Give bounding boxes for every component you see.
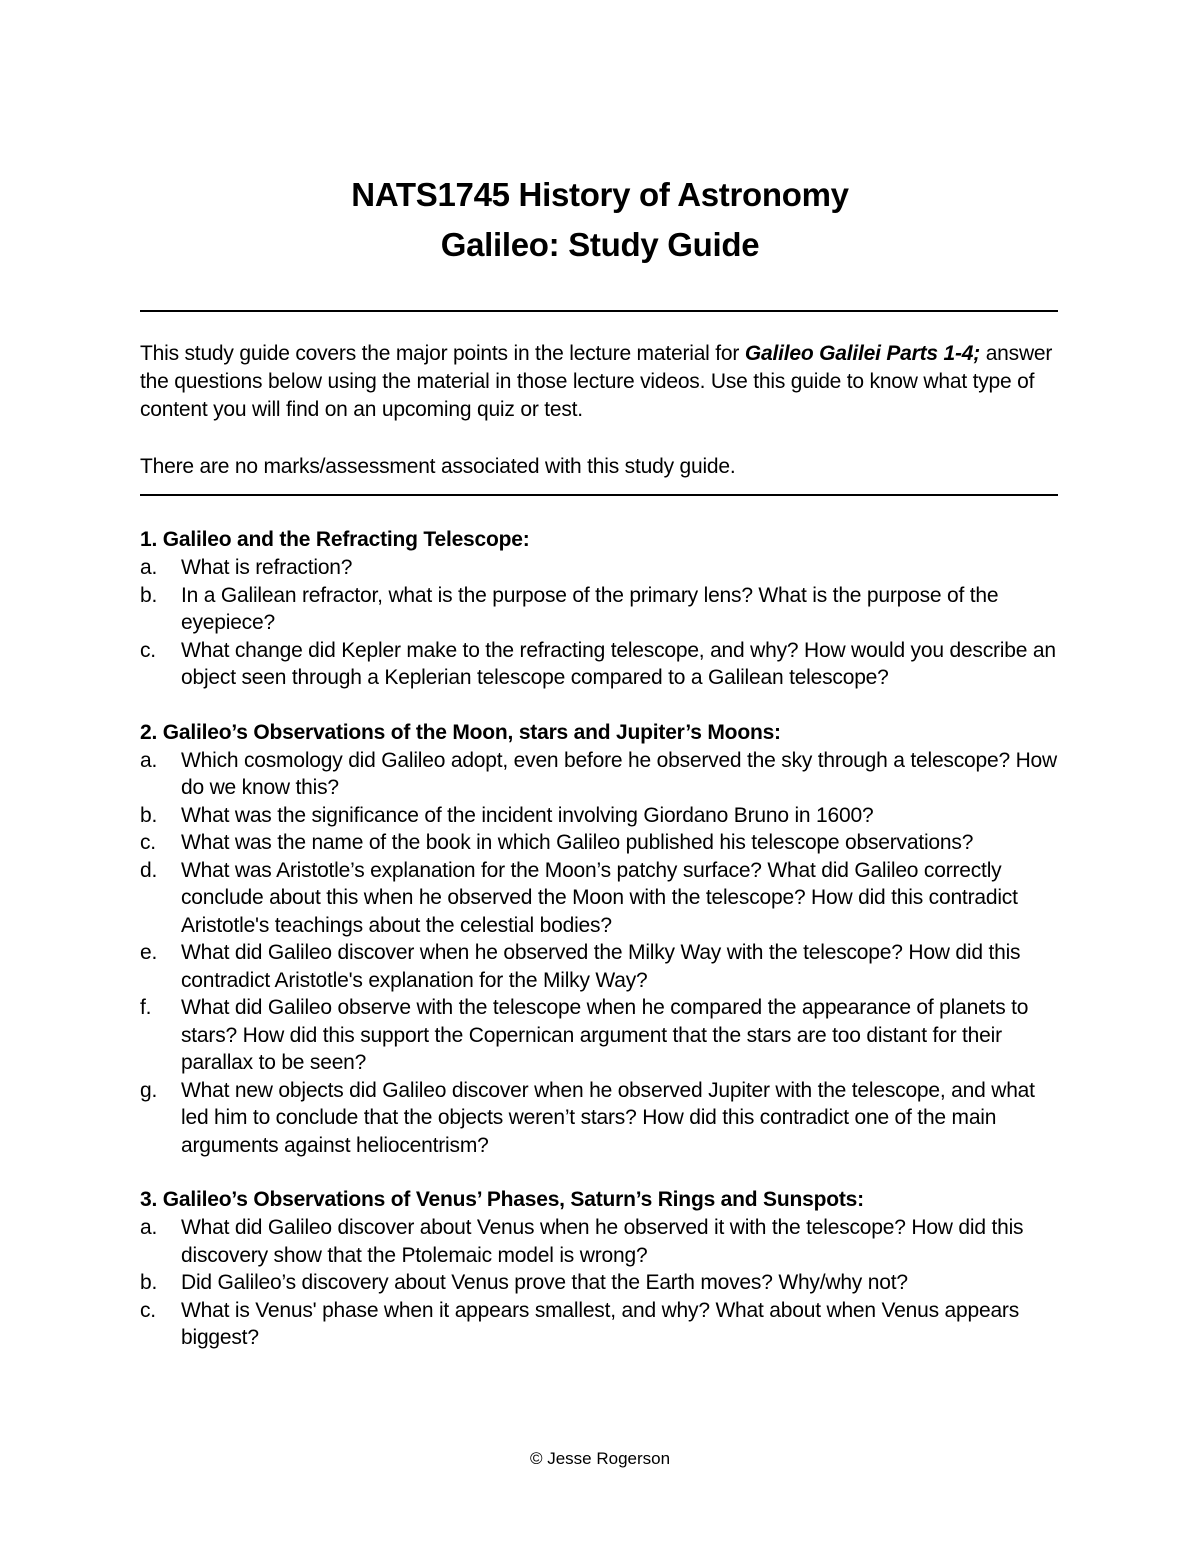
question-letter: e. bbox=[140, 941, 158, 964]
question-list bbox=[140, 1214, 1060, 1352]
copyright-footer: © Jesse Rogerson bbox=[529, 1449, 671, 1468]
question-letter: c. bbox=[140, 831, 156, 854]
intro-text-end: answer the questions below using the material in those lecture videos. Use this guide to know what type of content you will find on an upcoming quiz or test. bbox=[140, 342, 1053, 421]
question-text: What new objects did Galileo discover when he observed Jupiter with the telescope, and what led him to conclude that the objects weren’t stars? How did this contradict one of the main arguments against heliocentrism? bbox=[181, 1078, 1035, 1157]
question-text: Which cosmology did Galileo adopt, even before he observed the sky through a telescope? How do we know this? bbox=[181, 748, 1057, 799]
question-text: Did Galileo’s discovery about Venus prove that the Earth moves? Why/why not? bbox=[181, 1271, 908, 1294]
question-list bbox=[140, 554, 1060, 692]
question-letter: a. bbox=[140, 556, 158, 579]
question-letter: f. bbox=[140, 996, 152, 1019]
intro-paragraph bbox=[140, 340, 1060, 424]
question-item bbox=[140, 1214, 1060, 1269]
question-item bbox=[140, 554, 1060, 582]
question-letter: b. bbox=[140, 803, 158, 827]
bottom-divider bbox=[140, 494, 1058, 496]
question-letter: g. bbox=[140, 1078, 158, 1102]
question-section bbox=[140, 1186, 1060, 1352]
question-letter: c. bbox=[140, 1298, 156, 1322]
question-letter: a. bbox=[140, 748, 158, 772]
question-section bbox=[140, 719, 1060, 1160]
title-block bbox=[140, 170, 1060, 270]
question-item bbox=[140, 857, 1060, 940]
assessment-notice: There are no marks/assessment associated with this study guide. bbox=[140, 455, 736, 478]
intro-text-start: This study guide covers the major points in the lecture material for bbox=[140, 342, 745, 365]
question-text: In a Galilean refractor, what is the purpose of the primary lens? What is the purpose of the eyepiece? bbox=[181, 583, 999, 634]
question-item bbox=[140, 994, 1060, 1077]
guide-title: Galileo: Study Guide bbox=[440, 226, 760, 263]
question-text: What is Venus' phase when it appears smallest, and why? What about when Venus appears biggest? bbox=[181, 1298, 1020, 1349]
section-heading: 1. Galileo and the Refracting Telescope: bbox=[140, 528, 530, 551]
question-item bbox=[140, 747, 1060, 802]
question-text: What is refraction? bbox=[181, 556, 353, 579]
question-item bbox=[140, 1077, 1060, 1160]
question-item bbox=[140, 1297, 1060, 1352]
question-letter: b. bbox=[140, 1271, 158, 1294]
section-heading: 3. Galileo’s Observations of Venus’ Phases, Saturn’s Rings and Sunspots: bbox=[140, 1188, 864, 1211]
question-section bbox=[140, 526, 1060, 692]
question-text: What did Galileo discover when he observed the Milky Way with the telescope? How did this contradict Aristotle's explanation for the Milky Way? bbox=[181, 941, 1021, 992]
question-item bbox=[140, 829, 1060, 857]
question-item bbox=[140, 637, 1060, 692]
question-letter: a. bbox=[140, 1216, 158, 1239]
question-sections bbox=[140, 526, 1060, 1352]
question-text: What did Galileo discover about Venus when he observed it with the telescope? How did this discovery show that the Ptolemaic model is wrong? bbox=[181, 1216, 1024, 1267]
question-item bbox=[140, 939, 1060, 994]
question-text: What did Galileo observe with the telescope when he compared the appearance of planets to stars? How did this support the Copernican argument that the stars are too distant for their parallax to be seen? bbox=[181, 996, 1029, 1074]
study-guide-page bbox=[140, 170, 1060, 1352]
question-letter: b. bbox=[140, 583, 158, 607]
top-divider bbox=[140, 310, 1058, 312]
intro-emphasis: Galileo Galilei Parts 1-4; bbox=[744, 342, 981, 365]
question-item bbox=[140, 582, 1060, 637]
question-text: What was the significance of the incident involving Giordano Bruno in 1600? bbox=[181, 803, 874, 827]
question-letter: d. bbox=[140, 858, 158, 882]
question-item bbox=[140, 1269, 1060, 1297]
question-text: What was Aristotle’s explanation for the Moon’s patchy surface? What did Galileo correctly conclude about this when he observed the Moon with the telescope? How did this contradict Aristotle's teachings about the celestial bodies? bbox=[181, 858, 1018, 937]
question-text: What was the name of the book in which Galileo published his telescope observations? bbox=[181, 831, 974, 854]
question-list bbox=[140, 747, 1060, 1160]
question-item bbox=[140, 802, 1060, 830]
course-title: NATS1745 History of Astronomy bbox=[351, 176, 849, 213]
section-heading: 2. Galileo’s Observations of the Moon, stars and Jupiter’s Moons: bbox=[140, 720, 781, 744]
question-letter: c. bbox=[140, 638, 156, 662]
question-text: What change did Kepler make to the refracting telescope, and why? How would you describe an object seen through a Keplerian telescope compared to a Galilean telescope? bbox=[181, 638, 1056, 689]
